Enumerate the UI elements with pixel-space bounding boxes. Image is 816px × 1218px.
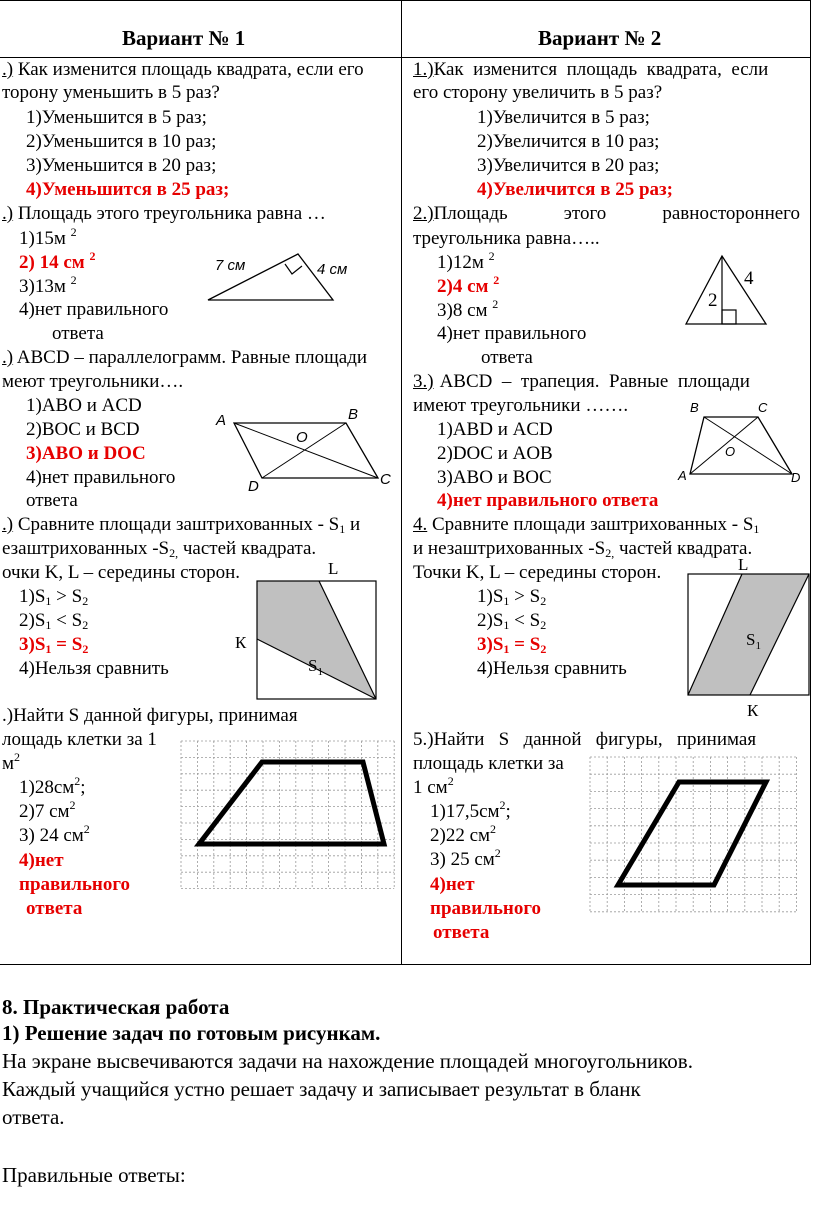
q-text: частей квадрата. (614, 538, 753, 559)
option: < S (51, 610, 83, 631)
q-text: 5.)Найти S данной фигуры, принимая (413, 729, 757, 750)
subscript: 2 (82, 642, 89, 656)
correct-answer: ответа (26, 898, 83, 919)
correct-answer: 2) 14 см (19, 252, 85, 273)
answers-label: Правильные ответы: (2, 1163, 186, 1187)
q-text: 1 см (413, 777, 448, 798)
option: > S (51, 586, 83, 607)
vertex-label: O (725, 444, 736, 459)
correct-answer: 3)S (477, 634, 504, 655)
option: 4)нет правильного (19, 299, 169, 320)
q-text: торону уменьшить в 5 раз? (2, 82, 220, 103)
superscript: 2 (492, 297, 499, 311)
right-triangle-figure (200, 248, 360, 308)
variant2-header: Вариант № 2 (538, 26, 662, 50)
option: 2)Увеличится в 10 раз; (477, 131, 660, 152)
q-number: 1.) (413, 59, 434, 80)
subscript: 2 (82, 618, 89, 632)
option: ; (505, 801, 511, 822)
q-number: 2.) (413, 203, 434, 224)
q-text: Площадь этого треугольника равна … (17, 203, 326, 224)
vertex-label: D (248, 478, 259, 495)
vertex-label: C (758, 400, 768, 415)
correct-answer: 4)нет (19, 850, 64, 871)
option: 1)S (19, 586, 46, 607)
option: 2)22 см (430, 825, 491, 846)
q-text: Как изменится площадь квадрата, если его (17, 59, 364, 80)
q-number: 3.) (413, 371, 434, 392)
option: ; (80, 777, 86, 798)
side-label: 4 (744, 268, 754, 289)
option: 2)Уменьшится в 10 раз; (26, 131, 217, 152)
superscript: 2 (14, 750, 21, 764)
section-title: 8. Практическая работа (2, 995, 230, 1019)
option: 4)нет правильного (26, 467, 176, 488)
option: 3)13м (19, 276, 66, 297)
q-text: лощадь клетки за 1 (2, 729, 157, 750)
q-number: .) (2, 514, 14, 535)
correct-answer: 4)Увеличится в 25 раз; (477, 179, 673, 200)
superscript: 2 (499, 798, 506, 812)
subscript: 2, (169, 546, 179, 560)
paragraph-line: На экране высвечиваются задачи на нахождение площадей многоугольников. (2, 1049, 693, 1073)
subscript: 2 (540, 618, 547, 632)
region-label: $S_1$ (308, 656, 323, 678)
superscript: 2 (89, 249, 96, 263)
option: 1)17,5см (430, 801, 500, 822)
option: 4)Нельзя сравнить (477, 658, 627, 679)
option: ответа (26, 490, 78, 511)
correct-answer: правильного (19, 874, 131, 895)
correct-answer: = S (509, 634, 541, 655)
option: 3)8 см (437, 300, 488, 321)
grid-trapezoid-figure (181, 741, 399, 888)
q-text: Сравните площади заштрихованных - S (17, 514, 340, 535)
subscript: 1 (503, 594, 510, 608)
shaded-square-figure (680, 556, 816, 721)
option: 2)BOC и BCD (26, 419, 140, 440)
superscript: 2 (490, 822, 497, 836)
option: 1)ABD и ACD (437, 419, 553, 440)
vertex-label: B (348, 406, 359, 423)
superscript: 2 (69, 798, 76, 812)
option: 4)Нельзя сравнить (19, 658, 169, 679)
subscript: 1 (503, 642, 510, 656)
option: ответа (481, 347, 533, 368)
q-text: треугольника равна….. (413, 228, 600, 249)
vertex-label: A (678, 468, 687, 483)
option: 3)Уменьшится в 20 раз; (26, 155, 217, 176)
q-text: Сравните площади заштрихованных - S (427, 514, 754, 535)
q-text: имеют треугольники ……. (413, 395, 629, 416)
q-number: .) (2, 347, 14, 368)
variant1-header: Вариант № 1 (122, 26, 246, 50)
trapezoid-figure (672, 398, 812, 488)
correct-answer: 4)нет (430, 874, 475, 895)
subscript: 1 (339, 522, 346, 536)
subscript: 1 (503, 618, 510, 632)
shaded-square-figure (235, 560, 385, 705)
option: 1)12м (437, 252, 484, 273)
parallelogram-figure (210, 405, 400, 495)
side-label: 4 см (317, 261, 348, 278)
superscript: 2 (74, 774, 81, 788)
superscript: 2 (488, 249, 495, 263)
option: 1)28см (19, 777, 75, 798)
subscript: 1 (45, 642, 52, 656)
subscript: 2 (82, 594, 89, 608)
q-text: езаштрихованных -S (2, 538, 170, 559)
option: 3)Увеличится в 20 раз; (477, 155, 660, 176)
option: 1)ABO и ACD (26, 395, 142, 416)
subscript: 2 (540, 594, 547, 608)
q-text: этого (563, 203, 607, 224)
option: 4)нет правильного (437, 323, 587, 344)
region-label: $S_1$ (746, 630, 761, 652)
q-text: Площадь (433, 203, 508, 224)
option: 1)Уменьшится в 5 раз; (26, 107, 207, 128)
option: 3)ABO и BOC (437, 467, 552, 488)
point-label: К (747, 701, 759, 720)
superscript: 2 (494, 846, 501, 860)
vertex-label: A (216, 412, 227, 429)
q-text: его сторону увеличить в 5 раз? (413, 82, 663, 103)
subscript: 2 (540, 642, 547, 656)
option: ответа (52, 323, 104, 344)
superscript: 2 (70, 225, 77, 239)
grid-parallelogram-figure (590, 757, 802, 907)
correct-answer: 2)4 см (437, 276, 489, 297)
q-text: меют треугольники…. (2, 371, 184, 392)
superscript: 2 (493, 273, 500, 287)
option: 2)DOC и AOB (437, 443, 553, 464)
point-label: К (235, 633, 247, 652)
q-text: ABCD – трапеция. Равные площади (439, 371, 750, 392)
option: 1)15м (19, 228, 66, 249)
q-text: и незаштрихованных -S (413, 538, 606, 559)
q-text: м (2, 753, 15, 774)
q-text: ABCD – параллелограмм. Равные площади (16, 347, 368, 368)
option: 1)Увеличится в 5 раз; (477, 107, 650, 128)
option: < S (509, 610, 541, 631)
q-number: .) (2, 203, 14, 224)
equilateral-triangle-figure (680, 250, 780, 330)
subscript: 1 (753, 522, 760, 536)
q-text: Точки K, L – середины сторон. (413, 562, 662, 583)
correct-answer: ответа (433, 922, 490, 943)
point-label: L (328, 559, 339, 578)
q-number: .) (2, 59, 14, 80)
point-label: L (738, 555, 749, 574)
subscript: 1 (45, 594, 52, 608)
option: 2)S (477, 610, 504, 631)
option: 3) 25 см (430, 849, 495, 870)
q-number: 4. (413, 514, 428, 535)
vertex-label: D (791, 470, 801, 485)
superscript: 2 (447, 774, 454, 788)
option: 2)7 см (19, 801, 70, 822)
side-label: 7 см (215, 257, 246, 274)
q-text: частей квадрата. (178, 538, 317, 559)
correct-answer: 4)нет правильного ответа (437, 490, 659, 511)
q-text: площадь клетки за (413, 753, 564, 774)
q-text: и (345, 514, 361, 535)
height-label: 2 (708, 290, 718, 311)
superscript: 2 (83, 822, 90, 836)
vertex-label: O (296, 429, 308, 446)
q-text: Как изменится площадь квадрата, если (433, 59, 769, 80)
paragraph-line: Каждый учащийся устно решает задачу и записывает результат в бланк (2, 1077, 641, 1101)
correct-answer: 3)S (19, 634, 46, 655)
vertex-label: B (690, 400, 699, 415)
q-text: .)Найти S данной фигуры, принимая (2, 705, 298, 726)
subscript: 1 (45, 618, 52, 632)
superscript: 2 (70, 273, 77, 287)
option: 1)S (477, 586, 504, 607)
q-text: очки K, L – середины сторон. (2, 562, 241, 583)
section-subtitle: 1) Решение задач по готовым рисункам. (2, 1021, 381, 1045)
correct-answer: = S (51, 634, 83, 655)
option: > S (509, 586, 541, 607)
vertex-label: C (380, 471, 391, 488)
paragraph-line: ответа. (2, 1105, 65, 1129)
correct-answer: правильного (430, 898, 542, 919)
subscript: 2, (605, 546, 615, 560)
q-text: равностороннего (662, 203, 800, 224)
option: 2)S (19, 610, 46, 631)
correct-answer: 3)ABO и DOC (26, 443, 146, 464)
column-divider (401, 1, 402, 964)
correct-answer: 4)Уменьшится в 25 раз; (26, 179, 230, 200)
option: 3) 24 см (19, 825, 84, 846)
